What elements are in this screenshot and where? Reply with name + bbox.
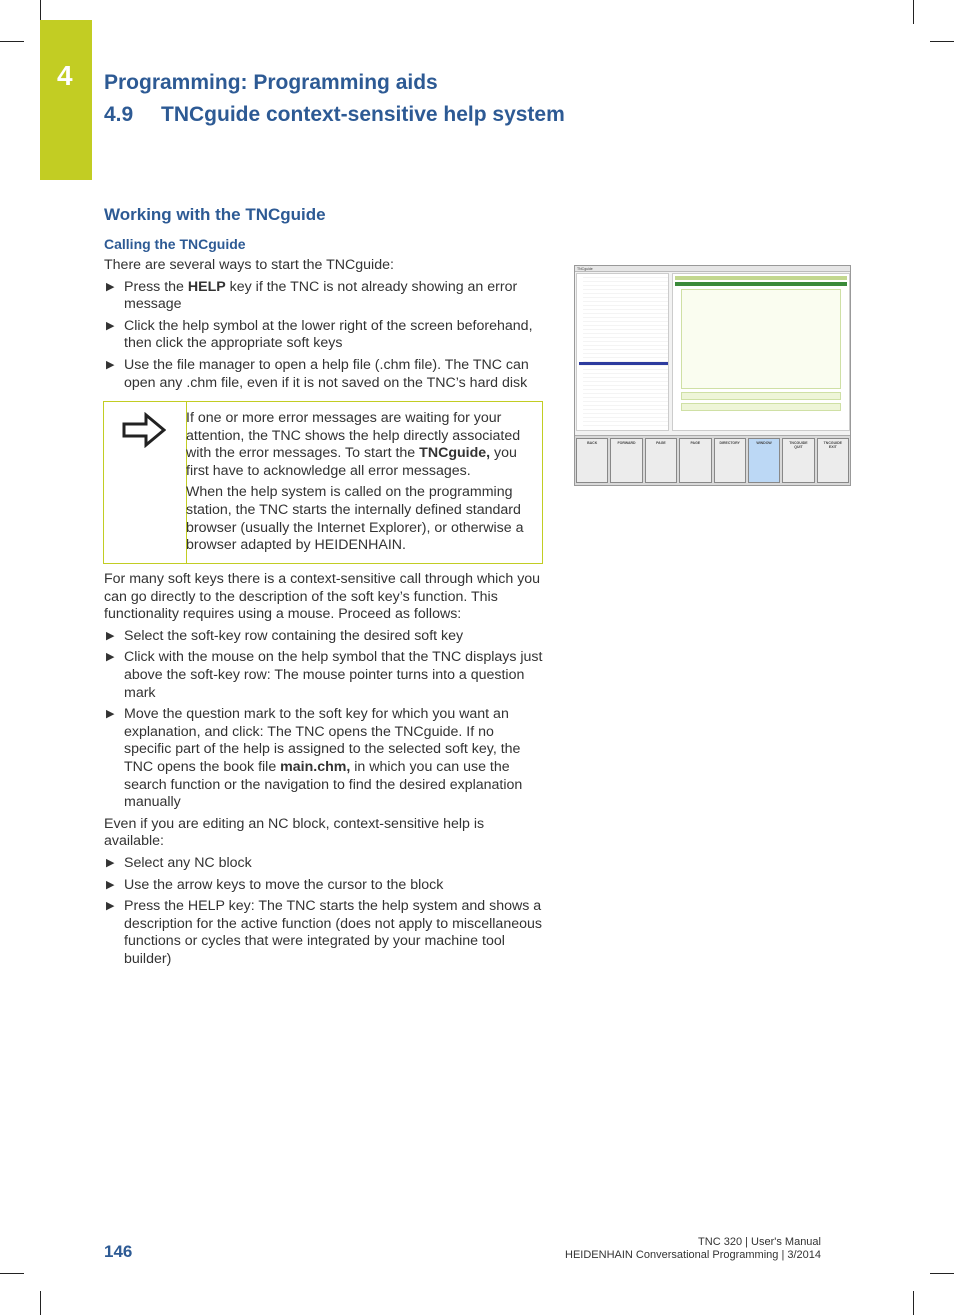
note-paragraph-2: When the help system is called on the programming station, the TNC starts the internally defined standard browser (usually the Internet Explorer), or otherwise a browser adapted by HEIDENHAIN. <box>186 484 524 554</box>
screenshot-softkey <box>645 438 677 483</box>
bullet-text: Press the HELP key: The TNC starts the help system and shows a description for the active function (does not apply to miscellaneous functions or cycles that were integrated by your machine tool builder) <box>124 898 542 967</box>
screenshot-softkey-label: BACK <box>587 441 598 445</box>
softkey-bullet-list <box>104 628 544 812</box>
crop-mark <box>40 1291 41 1315</box>
crop-mark <box>930 1273 954 1274</box>
screenshot-softkey-label: PAGE <box>690 441 701 445</box>
bullet-item <box>104 279 544 314</box>
screenshot-softkey-label: FORWARD <box>617 441 636 445</box>
screenshot-softkey-label: PAGE <box>656 441 666 445</box>
screenshot-softkey-row <box>575 435 850 485</box>
crop-mark <box>930 41 954 42</box>
bullet-text: Move the question mark to the soft key for which you want an explanation, and click: The TNC opens the TNCguide. If no specific part of the help is assigned to the selected soft key, the TNC opens the book file <box>124 706 521 775</box>
note-paragraph-1 <box>186 410 541 480</box>
screenshot-topic-bar <box>675 282 847 286</box>
bullet-text: Select the soft-key row containing the desired soft key <box>124 627 464 644</box>
footer-line-2: HEIDENHAIN Conversational Programming | 3/2014 <box>565 1249 821 1261</box>
arrow-right-icon <box>122 412 166 448</box>
note-text-part: If one or more error messages are waiting for your attention, the TNC shows the help directly associated with the error messages. To start the <box>186 410 521 462</box>
crop-mark <box>913 1291 914 1315</box>
screenshot-softkey-label: WINDOW <box>756 441 772 445</box>
screenshot-title: TNCguide <box>577 267 593 271</box>
screenshot-softkey <box>610 438 642 483</box>
screenshot-contents-tree <box>576 273 669 431</box>
screenshot-table <box>681 289 841 389</box>
chapter-number: 4 <box>57 60 73 91</box>
note-box <box>103 401 543 564</box>
bullet-arrow-icon: ▶ <box>106 878 115 891</box>
screenshot-softkey-label: DIRECTORY <box>719 441 740 445</box>
screenshot-softkey-sublabel: QUIT <box>794 445 803 449</box>
bullet-item <box>104 855 544 873</box>
screenshot-tree-row <box>583 422 668 426</box>
start-methods <box>104 257 544 396</box>
crop-mark <box>0 1273 24 1274</box>
bullet-arrow-icon: ▶ <box>106 280 115 293</box>
screenshot-titlebar <box>575 266 850 272</box>
start-bullet-list <box>104 279 544 393</box>
bullet-item <box>104 877 544 895</box>
nc-intro: Even if you are editing an NC block, context-sensitive help is available: <box>104 815 485 850</box>
softkey-help <box>104 571 544 972</box>
bullet-arrow-icon: ▶ <box>106 319 115 332</box>
screenshot-breadcrumb-bar <box>675 276 847 280</box>
screenshot-softkey-sublabel: EXIT <box>828 445 837 449</box>
bullet-item <box>104 318 544 353</box>
bullet-arrow-icon: ▶ <box>106 900 115 913</box>
bullet-text: Select any NC block <box>124 854 252 871</box>
note-text-part: you first have to acknowledge all error messages. <box>186 445 517 479</box>
page-number: 146 <box>104 1242 133 1261</box>
screenshot-content-pane <box>672 273 850 431</box>
footer-line-1: TNC 320 | User's Manual <box>698 1236 821 1248</box>
note-bold-term: TNCguide, <box>419 445 491 462</box>
section-number: 4.9 <box>104 103 134 126</box>
section-heading: Working with the TNCguide <box>104 205 326 224</box>
bullet-item <box>104 357 544 392</box>
crop-mark <box>913 0 914 24</box>
nc-bullet-list <box>104 855 544 969</box>
bullet-text: Use the arrow keys to move the cursor to the block <box>124 876 444 893</box>
sub-heading: Calling the TNCguide <box>104 236 246 252</box>
bullet-item <box>104 706 544 812</box>
tncguide-screenshot <box>574 265 851 486</box>
softkey-intro: For many soft keys there is a context-sensitive call through which you can go directly to the description of the soft key’s function. This functionality requires using a mouse. Proceed as follows: <box>104 571 541 623</box>
chapter-tab <box>40 20 92 180</box>
crop-mark <box>0 41 24 42</box>
bullet-text: Use the file manager to open a help file (.chm file). The TNC can open any .chm file, even if it is not saved on the TNC’s hard disk <box>124 356 529 391</box>
bullet-item <box>104 898 544 968</box>
screenshot-softkey <box>576 438 608 483</box>
bullet-bold-term: HELP <box>187 278 226 295</box>
section-header <box>104 103 565 127</box>
screenshot-softkey <box>817 438 849 483</box>
note-text <box>186 410 541 559</box>
bullet-text: in which you can use the search function or the navigation to find the desired explanation manually <box>124 758 523 811</box>
screenshot-note <box>681 403 841 411</box>
screenshot-softkey-label: TNCGUIDE <box>789 441 808 445</box>
bullet-text: Click with the mouse on the help symbol that the TNC displays just above the soft-key row: The mouse pointer turns into a question mark <box>124 649 543 701</box>
bullet-bold-term: main.chm, <box>280 758 351 775</box>
screenshot-softkey <box>782 438 814 483</box>
screenshot-softkey-label: TNCGUIDE <box>823 441 842 445</box>
screenshot-note <box>681 392 841 400</box>
intro-text: There are several ways to start the TNCguide: <box>104 257 394 273</box>
screenshot-softkey <box>714 438 746 483</box>
bullet-arrow-icon: ▶ <box>106 708 115 721</box>
chapter-title: Programming: Programming aids <box>104 71 438 94</box>
bullet-text: key if the TNC is not already showing an error message <box>124 278 518 313</box>
bullet-item <box>104 649 544 702</box>
footer-info <box>565 1236 821 1262</box>
bullet-arrow-icon: ▶ <box>106 358 115 371</box>
bullet-arrow-icon: ▶ <box>106 629 115 642</box>
bullet-arrow-icon: ▶ <box>106 651 115 664</box>
screenshot-softkey <box>679 438 711 483</box>
section-title: TNCguide context-sensitive help system <box>161 103 565 126</box>
screenshot-softkey <box>748 438 780 483</box>
bullet-text: Click the help symbol at the lower right of the screen beforehand, then click the appropriate soft keys <box>124 317 533 352</box>
bullet-text: Press the <box>124 278 188 295</box>
bullet-item <box>104 628 544 646</box>
bullet-arrow-icon: ▶ <box>106 856 115 869</box>
